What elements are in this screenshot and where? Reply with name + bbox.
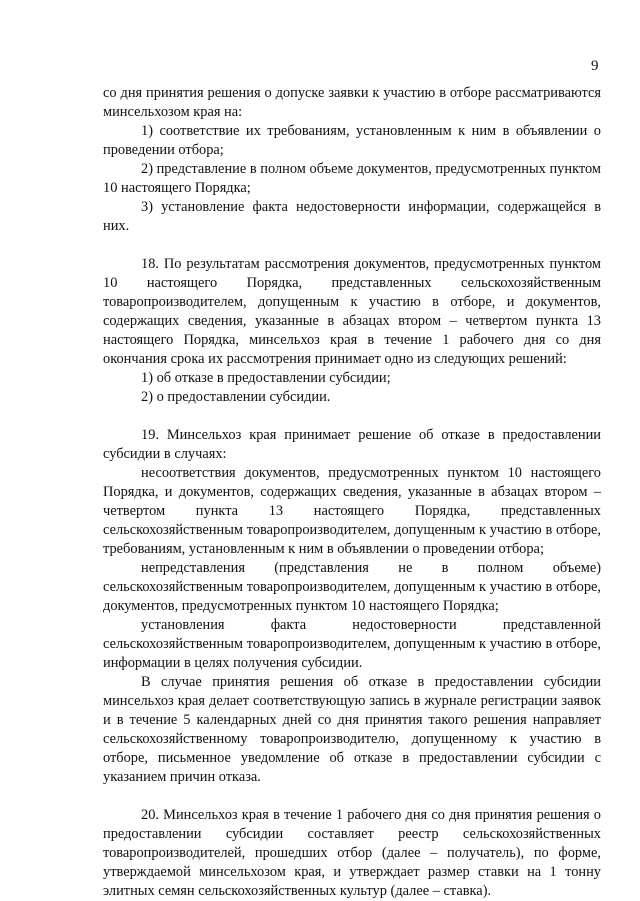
paragraph-clause-20: 20. Минсельхоз края в течение 1 рабочего дня со дня принятия решения о предоставлении субсидии составляет реестр сельскохозяйственных товаропроизводителей, прошедших отбор (далее – получатель), по форме, утверждаемой минсельхозом края, и утверждает размер ставки на 1 тонну элитных семян сельскохозяйственных культур (далее – ставка). [103,807,601,899]
paragraph-clause-18: 18. По результатам рассмотрения документов, предусмотренных пунктом 10 настоящего Порядка, представленных сельскохозяйственным товаропроизводителем, допущенным к участию в отборе, и документов, содержащих сведения, указанные в абзацах втором – четвертом пункта 13 настоящего Порядка, минсельхоз края в течение 1 рабочего дня со дня окончания срока их рассмотрения принимает одно из следующих решений: [103,256,601,367]
paragraph-gap [103,787,601,806]
paragraph-clause-19: 19. Минсельхоз края принимает решение об отказе в предоставлении субсидии в случаях: [103,427,601,462]
paragraph-case-3: установления факта недостоверности представленной сельскохозяйственным товаропроизводителем, допущенным к участию в отборе, информации в целях получения субсидии. [103,617,601,671]
paragraph-gap [103,236,601,255]
paragraph-continuation: со дня принятия решения о допуске заявки к участию в отборе рассматриваются минсельхозом края на: [103,85,601,120]
paragraph-item-2: 2) представление в полном объеме документов, предусмотренных пунктом 10 настоящего Порядка; [103,161,601,196]
page-number: 9 [591,58,599,74]
paragraph-case-2: непредставления (представления не в полном объеме) сельскохозяйственным товаропроизводителем, допущенным к участию в отборе, документов, предусмотренных пунктом 10 настоящего Порядка; [103,560,601,614]
paragraph-case-1: несоответствия документов, предусмотренных пунктом 10 настоящего Порядка, и документов, содержащих сведения, указанные в абзацах втором – четвертом пункта 13 настоящего Порядка, представленных сельскохозяйственным товаропроизводителем, допущенным к участию в отборе, требованиям, установленным к ним в объявлении о проведении отбора; [103,465,601,557]
paragraph-decision-2: 2) о предоставлении субсидии. [141,389,331,405]
paragraph-gap [103,407,601,426]
paragraph-refusal-notice: В случае принятия решения об отказе в предоставлении субсидии минсельхоз края делает соответствующую запись в журнале регистрации заявок и в течение 5 календарных дней со дня принятия такого решения направляет сельскохозяйственному товаропроизводителю, допущенному к участию в отборе, письменное уведомление об отказе в предоставлении субсидии с указанием причин отказа. [103,674,601,785]
paragraph-item-3: 3) установление факта недостоверности информации, содержащейся в них. [103,199,601,234]
paragraph-item-1: 1) соответствие их требованиям, установленным к ним в объявлении о проведении отбора; [103,123,601,158]
paragraph-decision-1: 1) об отказе в предоставлении субсидии; [141,370,391,386]
document-body [103,84,601,901]
